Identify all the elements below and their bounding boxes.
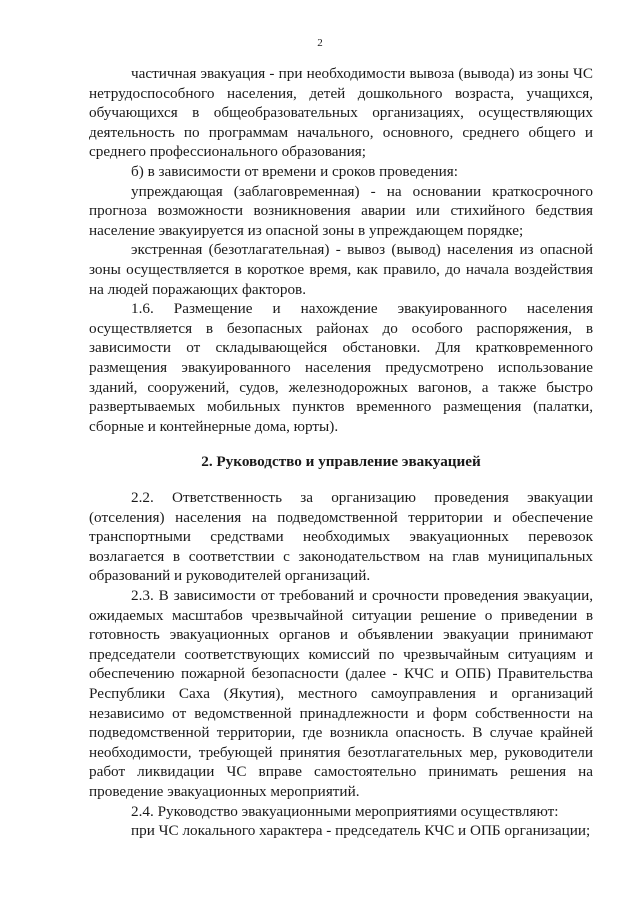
page-number: 2 [317, 37, 323, 49]
section-1-continuation [89, 64, 593, 436]
paragraph-2-4-management: 2.4. Руководство эвакуационными мероприятиями осуществляют: [131, 802, 559, 820]
paragraph-local-emergency: при ЧС локального характера - председатель КЧС и ОПБ организации; [131, 822, 591, 840]
paragraph-preemptive-evacuation: упреждающая (заблаговременная) - на основании краткосрочного прогноза возможности возникновения аварии или стихийного бедствия население эвакуируется из опасной зоны в упреждающем порядке; [89, 182, 593, 239]
paragraph-1-6-placement: 1.6. Размещение и нахождение эвакуированного населения осуществляется в безопасных районах до особого распоряжения, в зависимости от складывающейся обстановки. Для кратковременного размещения эвакуированного населения предусмотрено использование зданий, сооружений, судов, железнодорожных вагонов, а также быстро развертываемых мобильных пунктов временного размещения (палатки, сборные и контейнерные дома, юрты). [89, 300, 593, 435]
paragraph-partial-evacuation: частичная эвакуация - при необходимости вывоза (вывода) из зоны ЧС нетрудоспособного населения, детей дошкольного возраста, учащихся, обучающихся в общеобразовательных организациях, осуществляющих деятельность по программам начального, основного, среднего общего и среднего профессионального образования; [89, 65, 593, 161]
paragraph-2-3-decision: 2.3. В зависимости от требований и срочности проведения эвакуации, ожидаемых масштабов чрезвычайной ситуации решение о приведении в готовность эвакуационных органов и объявлении эвакуации принимают председатели соответствующих комиссий по чрезвычайным ситуациям и обеспечению пожарной безопасности (далее - КЧС и ОПБ) Правительства Республики Саха (Якутия), местного самоуправления и организаций независимо от ведомственной принадлежности и форм собственности на подведомственной территории, где возникла опасность. В случае крайней необходимости, требующей принятия безотлагательных мер, руководители работ ликвидации ЧС вправе самостоятельно принимать решения на проведение эвакуационных мероприятий. [89, 586, 593, 800]
paragraph-emergency-evacuation: экстренная (безотлагательная) - вывоз (вывод) населения из опасной зоны осуществляется в короткое время, как правило, до начала воздействия на людей поражающих факторов. [89, 241, 593, 298]
section-2-heading: 2. Руководство и управление эвакуацией [201, 453, 481, 470]
paragraph-by-time-and-terms: б) в зависимости от времени и сроков проведения: [131, 162, 458, 180]
section-2-body [89, 488, 593, 841]
paragraph-2-2-responsibility: 2.2. Ответственность за организацию проведения эвакуации (отселения) населения на подведомственной территории и обеспечение транспортными средствами необходимых эвакуационных перевозок возлагается в соответствии с законодательством на глав муниципальных образований и руководителей организаций. [89, 489, 593, 585]
